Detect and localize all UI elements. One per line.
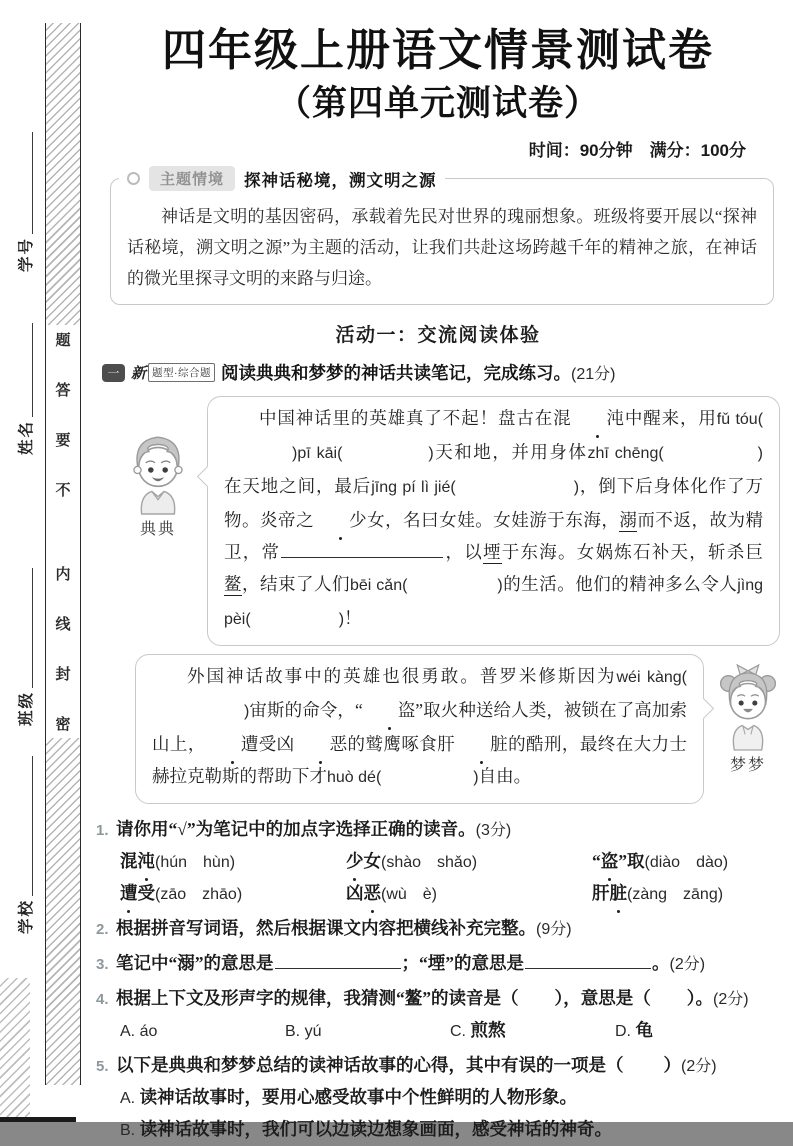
- question-number: 1.: [96, 822, 109, 840]
- theme-badge: 主题情境: [149, 166, 235, 191]
- question-text: 根据上下文及形声字的规律，我猜测“鳌”的读音是（ ），意思是（ ）。(2分): [116, 988, 749, 1009]
- section-number-icon: 一: [102, 364, 125, 382]
- pronunciation-choice: 凶恶(wù è): [346, 878, 592, 910]
- mengmeng-note-text: 外国神话故事中的英雄也很勇敢。普罗米修斯因为wéi kàng()宙斯的命令，“ 盗”取火种送给人类，被锁在了高加索山上， 遭受凶 恶的鹫鹰啄食肝 脏的酷刑，最终在大力士赫拉克勒斯的帮助下才huò dé( )自由。: [152, 666, 688, 787]
- diandian-note-bubble: [207, 396, 780, 646]
- section-one-header: [96, 360, 780, 385]
- question-list: [96, 814, 780, 1146]
- theme-body-text: 神话是文明的基因密码，承载着先民对世界的瑰丽想象。班级将要开展以“探神话秘境，溯文明之源”为主题的活动，让我们共赴这场跨越千年的精神之旅，在神话的微光里探寻文明的来路与归途。: [127, 207, 757, 289]
- paper-content: [96, 0, 780, 1146]
- question-item: [96, 1050, 780, 1146]
- new-label: 新: [131, 366, 147, 383]
- diandian-note-row: [96, 396, 780, 646]
- question-number: 2.: [96, 921, 109, 939]
- seal-char: 答: [55, 383, 71, 399]
- question-item: [96, 948, 780, 980]
- seal-hatch-top: [46, 23, 80, 325]
- question-number: 5.: [96, 1058, 109, 1076]
- pronunciation-choice: “盗”取(diào dào): [592, 846, 780, 878]
- mengmeng-avatar-block: [716, 662, 780, 775]
- student-id-label: 学号: [18, 236, 35, 272]
- option-item: C. 煎熬: [450, 1020, 506, 1041]
- question-item: [96, 913, 780, 945]
- question-item: [96, 814, 780, 910]
- seal-line-band: [45, 23, 81, 1085]
- seal-char: 封: [55, 667, 71, 683]
- speaker-name: 梦梦: [729, 757, 766, 775]
- pronunciation-choice-row: [120, 878, 780, 910]
- section-instruction: [221, 360, 615, 385]
- paper-title: 四年级上册语文情景测试卷: [162, 26, 714, 75]
- class-blank: [32, 568, 33, 688]
- question-type-label: 题型·综合题: [148, 363, 215, 382]
- new-question-type-tag: [131, 362, 215, 383]
- student-id-blank: [32, 132, 33, 234]
- seal-char: 要: [55, 433, 71, 449]
- question-item: [96, 983, 780, 1047]
- seal-char: 不: [55, 483, 71, 499]
- page-edge-artifact: [0, 1117, 76, 1122]
- option-line: A. 读神话故事时，要用心感受故事中个性鲜明的人物形象。: [120, 1087, 578, 1108]
- theme-context-box: [110, 171, 774, 305]
- bubble-tail: [693, 698, 714, 719]
- seal-hatch-bottom: [46, 738, 80, 1085]
- pronunciation-choice: 混沌(hún hùn): [120, 846, 346, 878]
- speaker-name: 典典: [139, 521, 176, 539]
- bubble-tail: [197, 466, 218, 487]
- seal-char: 密: [55, 717, 71, 733]
- question-text: 根据拼音写词语，然后根据课文内容把横线补充完整。(9分): [116, 918, 572, 939]
- seal-char: 内: [55, 567, 71, 583]
- class-field: [10, 568, 36, 726]
- girl-avatar-icon: [716, 662, 780, 750]
- name-label: 姓名: [18, 419, 35, 455]
- ring-icon: [127, 172, 140, 185]
- corner-hatch-mark: [0, 978, 30, 1118]
- question-text: 请你用“√”为笔记中的加点字选择正确的读音。(3分): [116, 819, 512, 840]
- question-text: 以下是典典和梦梦总结的读神话故事的心得，其中有误的一项是（ ）(2分): [116, 1055, 717, 1076]
- time-score-info: 时间：90分钟 满分：100分: [528, 141, 746, 161]
- option-item: B. yú: [285, 1023, 322, 1041]
- pronunciation-choice: 肝脏(zàng zāng): [592, 878, 780, 910]
- name-field: [10, 323, 36, 455]
- student-id-field: [10, 132, 36, 272]
- mengmeng-note-bubble: [135, 654, 704, 804]
- question-text: 笔记中“溺”的意思是 ；“堙”的意思是 。(2分): [116, 953, 706, 974]
- activity-heading: 活动一：交流阅读体验: [335, 325, 541, 347]
- pronunciation-choice: 遭受(zāo zhāo): [120, 878, 346, 910]
- theme-header: [119, 166, 445, 191]
- school-blank: [32, 756, 33, 896]
- option-item: A. áo: [120, 1023, 158, 1041]
- seal-char: 线: [55, 617, 71, 633]
- paper-subtitle: （第四单元测试卷）: [275, 83, 600, 123]
- boy-avatar-icon: [125, 428, 191, 514]
- school-field: [10, 756, 36, 934]
- seal-line-text: [46, 325, 80, 738]
- question-number: 3.: [96, 956, 109, 974]
- school-label: 学校: [18, 898, 35, 934]
- question-number: 4.: [96, 991, 109, 1009]
- diandian-note-text: 中国神话里的英雄真了不起！盘古在混 沌中醒来，用fǔ tóu()pī kāi( )天和地，并用身体zhī chēng( )在天地之间，最后jīng pí lì jié( )，倒下后身体化作了万物。炎帝之 少女，名曰女娃。女娃游于东海，溺而不返，故为精卫，常 ，以堙于东海。女娲炼石补天，斩杀巨鳌，结束了人们bēi cǎn( )的生活。他们的精神多么令人jìng pèi( )！: [224, 402, 763, 636]
- name-blank: [32, 323, 33, 417]
- seal-char: 题: [55, 333, 71, 349]
- section-instruction-text: 阅读典典和梦梦的神话共读笔记，完成练习。: [221, 363, 572, 384]
- option-row: [120, 1015, 780, 1047]
- mengmeng-note-row: [96, 654, 780, 804]
- diandian-avatar-block: [125, 428, 191, 539]
- pronunciation-choice-row: [120, 846, 780, 878]
- pronunciation-choice: 少女(shào shǎo): [346, 846, 592, 878]
- section-score: (21分): [571, 366, 616, 384]
- theme-title: 探神话秘境，溯文明之源: [244, 171, 437, 190]
- option-item: D. 龟: [615, 1020, 653, 1041]
- option-line: B. 读神话故事时，我们可以边读边想象画面，感受神话的神奇。: [120, 1119, 613, 1140]
- class-label: 班级: [18, 690, 35, 726]
